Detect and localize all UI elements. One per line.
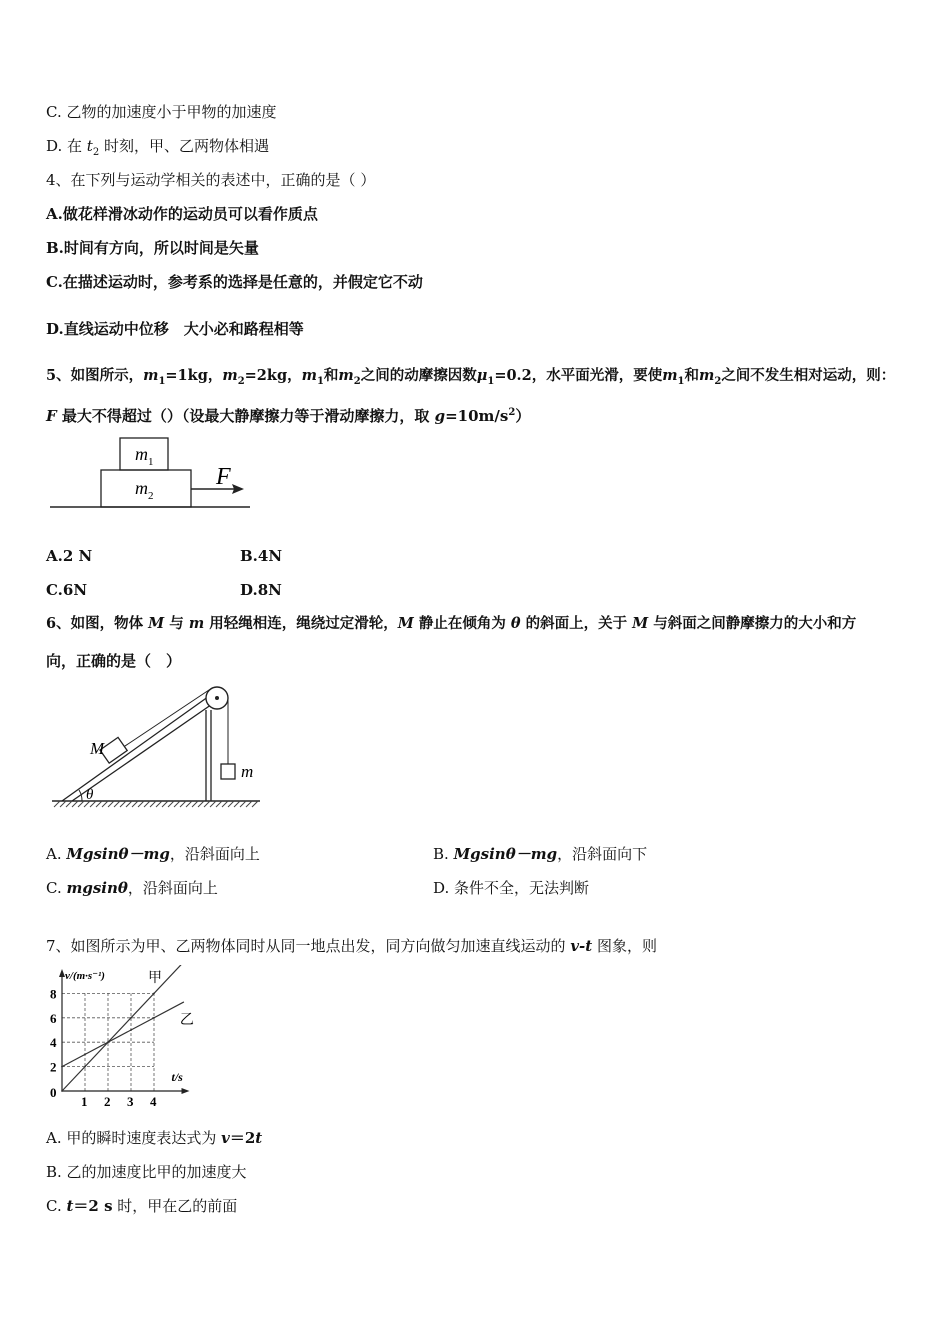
question-4: 4、在下列与运动学相关的表述中，正确的是（ ） (46, 171, 376, 189)
hatch-mark (66, 801, 72, 807)
question-7: 7、如图所示为甲、乙两物体同时从同一地点出发，同方向做匀加速直线运动的 v-t 图象，则 (46, 937, 657, 955)
q4-option-d: D.直线运动中位移 大小必和路程相等 (46, 320, 304, 338)
label-theta: θ (86, 787, 94, 803)
hatch-mark (222, 801, 228, 807)
hatch-mark (174, 801, 180, 807)
data-point (61, 1066, 63, 1068)
y-tick-label: 4 (50, 1035, 57, 1051)
data-point (153, 993, 155, 995)
hatch-mark (240, 801, 246, 807)
q6-option-a: A. Mgsinθ－mg，沿斜面向上 (46, 845, 260, 863)
q5-option-c: C.6N (46, 581, 88, 599)
hatch-mark (192, 801, 198, 807)
hatch-mark (210, 801, 216, 807)
series-label-jia: 甲 (148, 971, 162, 986)
q5-option-d: D.8N (240, 581, 282, 599)
question-5-line2: F 最大不得超过（）（设最大静摩擦力等于滑动摩擦力，取 $g=10m/s^2$） (46, 407, 531, 425)
blocks-figure (40, 430, 260, 520)
hatch-mark (96, 801, 102, 807)
data-point (107, 1041, 109, 1043)
hatch-mark (102, 801, 108, 807)
pulley-axle (215, 696, 219, 700)
y-tick-label: 2 (50, 1059, 57, 1075)
hatch-mark (228, 801, 234, 807)
x-tick-label: 2 (104, 1094, 111, 1109)
origin-label: 0 (50, 1085, 57, 1100)
x-axis-arrow (182, 1088, 190, 1094)
q4-option-c: C.在描述运动时，参考系的选择是任意的，并假定它不动 (46, 273, 423, 291)
hatch-mark (204, 801, 210, 807)
hatch-mark (60, 801, 66, 807)
y-tick-label: 6 (50, 1010, 57, 1026)
series-line-jia (62, 965, 184, 1091)
x-tick-label: 3 (127, 1094, 134, 1109)
q7-option-b: B. 乙的加速度比甲的加速度大 (46, 1163, 247, 1181)
incline-lower-edge (62, 694, 212, 801)
hatch-mark (216, 801, 222, 807)
hatch-mark (162, 801, 168, 807)
hatch-mark (138, 801, 144, 807)
data-point (84, 1054, 86, 1056)
hatch-mark (78, 801, 84, 807)
hatch-mark (150, 801, 156, 807)
hatch-mark (186, 801, 192, 807)
data-point (61, 1090, 63, 1092)
ground-hatch (54, 801, 258, 807)
label-m1: $m_1$ (135, 444, 154, 468)
block-m (221, 764, 235, 779)
q6-option-b: B. Mgsinθ－mg，沿斜面向下 (433, 845, 648, 863)
hatch-mark (114, 801, 120, 807)
hatch-mark (72, 801, 78, 807)
x-tick-label: 4 (150, 1094, 157, 1109)
data-point (130, 1029, 132, 1031)
hatch-mark (246, 801, 252, 807)
hatch-mark (156, 801, 162, 807)
hatch-mark (108, 801, 114, 807)
label-F: F (216, 464, 231, 490)
hatch-mark (252, 801, 258, 807)
hatch-mark (132, 801, 138, 807)
y-tick-label: 8 (50, 986, 57, 1002)
data-point (153, 1017, 155, 1019)
y-axis-label: v/(m·s⁻¹) (65, 970, 105, 982)
hatch-mark (126, 801, 132, 807)
hatch-mark (144, 801, 150, 807)
x-tick-label: 1 (81, 1094, 88, 1109)
label-M: M (90, 739, 105, 758)
question-5-line1: 5、如图所示，$m_1=1kg$，$m_2=2kg$，$m_1$和$m_2$之间的动摩擦因数$\mu_1=0.2$，水平面光滑，要使$m_1$和$m_2$之间不发生相对运动，则： (46, 367, 896, 387)
label-m2: $m_2$ (135, 478, 154, 502)
q4-option-a: A.做花样滑冰动作的运动员可以看作质点 (46, 205, 318, 223)
hatch-mark (168, 801, 174, 807)
option-d-prev: D. 在 $t_2$ 时刻，甲、乙两物体相遇 (46, 137, 269, 158)
option-c-prev: C. 乙物的加速度小于甲物的加速度 (46, 103, 277, 121)
question-6-line2: 向，正确的是（ ） (46, 652, 182, 670)
hatch-mark (120, 801, 126, 807)
data-point (84, 1066, 86, 1068)
data-point (130, 1017, 132, 1019)
q4-option-b: B.时间有方向，所以时间是矢量 (46, 239, 259, 257)
rope-incline (122, 688, 212, 748)
vt-chart (40, 965, 220, 1110)
q7-option-a: A. 甲的瞬时速度表达式为 v＝2t (46, 1129, 263, 1147)
hatch-mark (180, 801, 186, 807)
label-m: m (241, 762, 254, 781)
series-label-yi: 乙 (179, 1012, 194, 1028)
incline-figure (40, 680, 280, 815)
hatch-mark (198, 801, 204, 807)
q5-option-b: B.4N (240, 547, 283, 565)
q5-option-a: A.2 N (46, 547, 93, 565)
hatch-mark (234, 801, 240, 807)
question-6-line1: 6、如图，物体 M 与 m 用轻绳相连，绳绕过定滑轮，M 静止在倾角为 θ 的斜面上，关于 M 与斜面之间静摩擦力的大小和方 (46, 615, 857, 632)
q6-option-c: C. mgsinθ，沿斜面向上 (46, 879, 218, 897)
q6-option-d: D. 条件不全，无法判断 (433, 879, 590, 897)
hatch-mark (54, 801, 60, 807)
x-axis-label: t/s (171, 1070, 183, 1084)
series-line-yi (62, 1002, 184, 1067)
q7-option-c: C. t＝2 s 时，甲在乙的前面 (46, 1197, 238, 1215)
